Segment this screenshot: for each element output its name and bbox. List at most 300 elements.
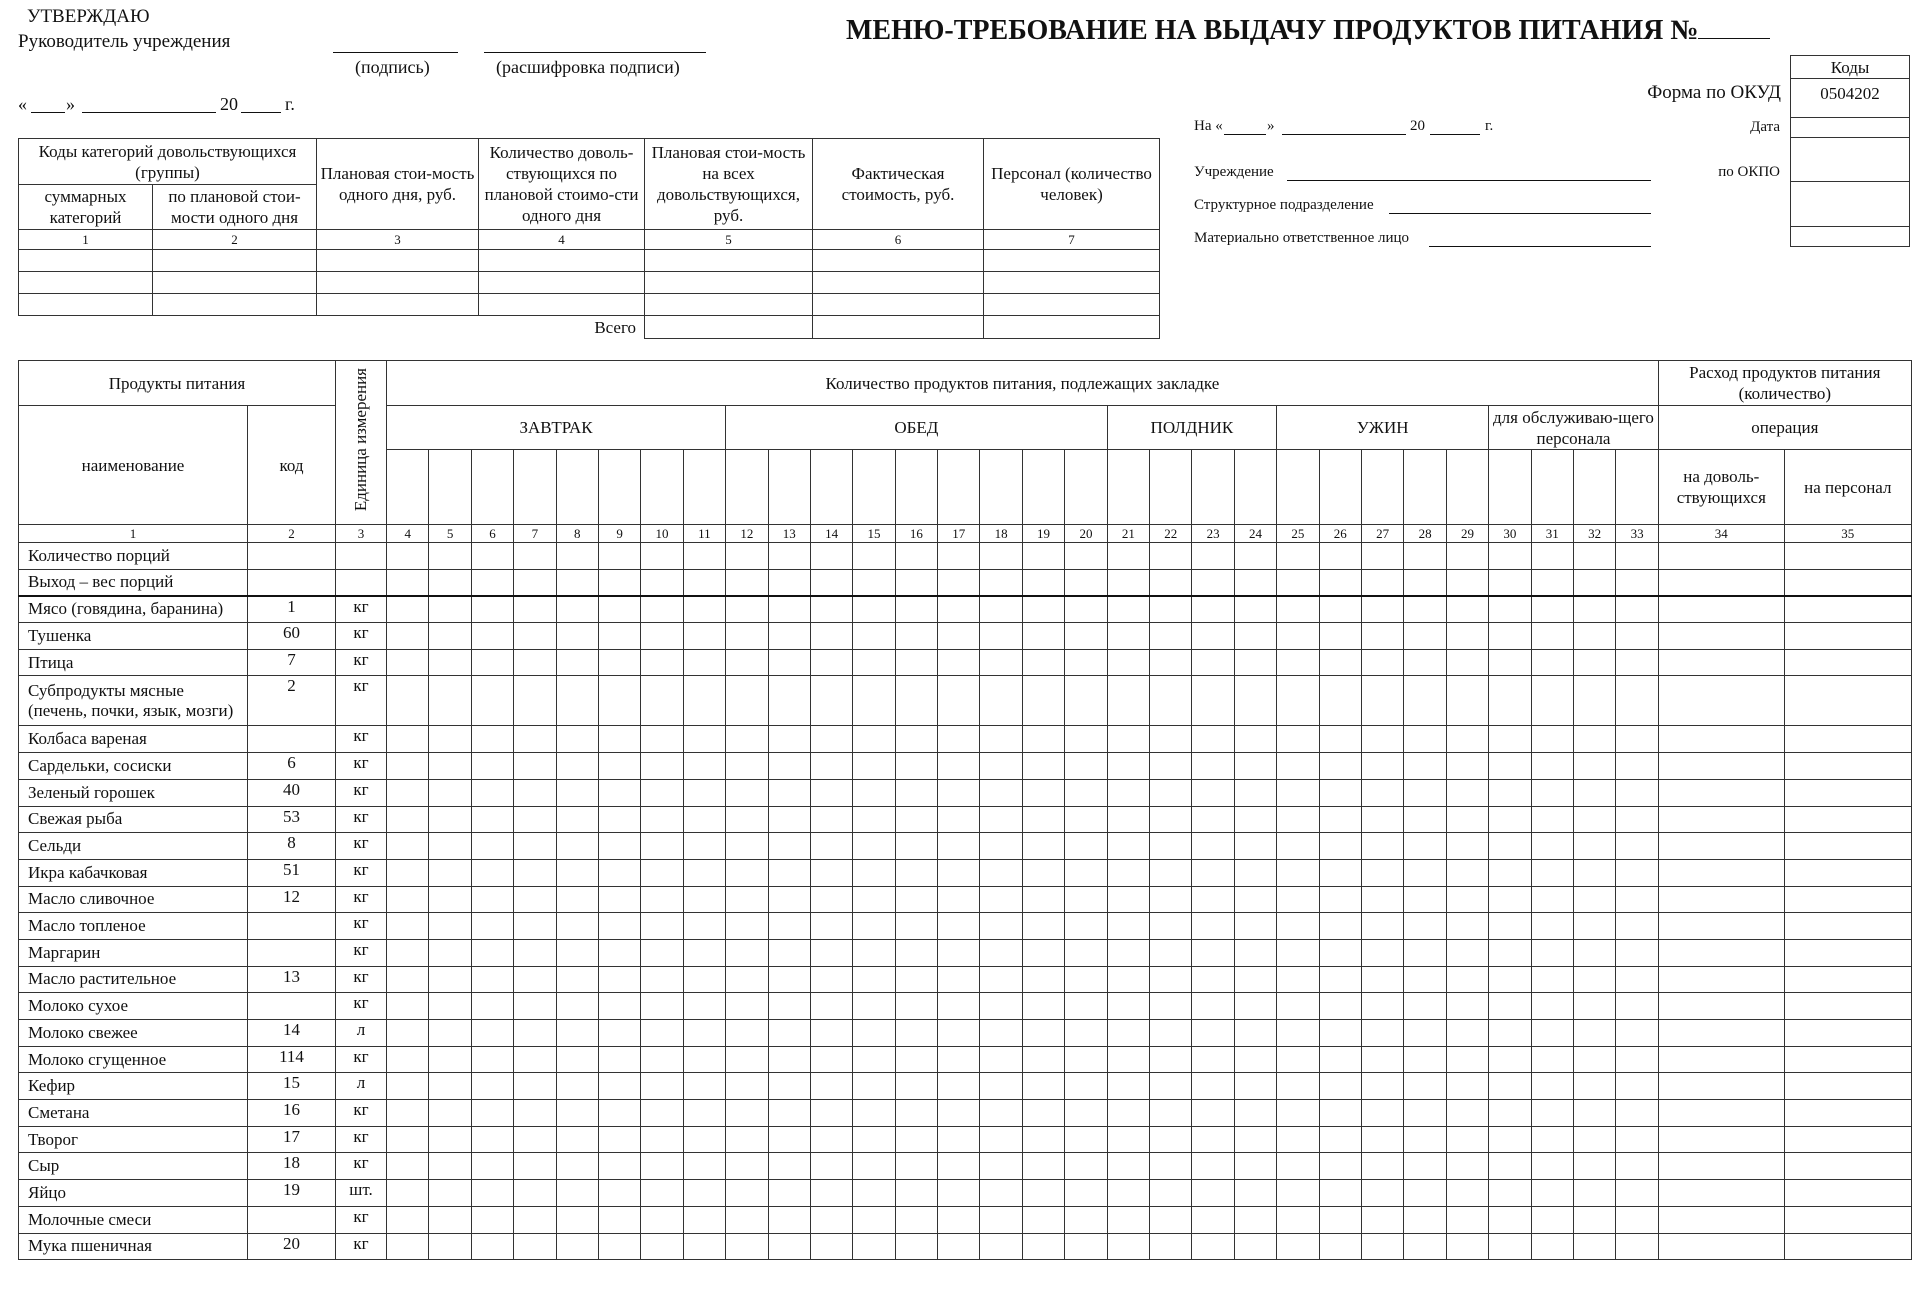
quantity-cell[interactable] [1446, 1233, 1488, 1260]
quantity-cell[interactable] [1107, 1046, 1149, 1073]
quantity-cell[interactable] [895, 1046, 937, 1073]
quantity-cell[interactable] [895, 1073, 937, 1100]
quantity-cell[interactable] [980, 913, 1022, 940]
quantity-cell[interactable] [429, 886, 471, 913]
quantity-cell[interactable] [598, 993, 640, 1020]
quantity-cell[interactable] [980, 833, 1022, 860]
quantity-cell[interactable] [556, 1126, 598, 1153]
quantity-cell[interactable] [1234, 966, 1276, 993]
quantity-cell[interactable] [1404, 726, 1446, 753]
quantity-cell[interactable] [726, 1233, 768, 1260]
quantity-cell[interactable] [1784, 1153, 1911, 1180]
quantity-cell[interactable] [853, 966, 895, 993]
quantity-cell[interactable] [810, 859, 852, 886]
quantity-cell[interactable] [429, 1073, 471, 1100]
quantity-cell[interactable] [1107, 859, 1149, 886]
quantity-cell[interactable] [1192, 833, 1234, 860]
quantity-cell[interactable] [810, 1073, 852, 1100]
quantity-cell[interactable] [938, 1153, 980, 1180]
quantity-cell[interactable] [641, 676, 683, 726]
quantity-cell[interactable] [1784, 1180, 1911, 1207]
quantity-cell[interactable] [1065, 1126, 1107, 1153]
quantity-cell[interactable] [938, 596, 980, 623]
quantity-cell[interactable] [1065, 886, 1107, 913]
info-cell[interactable] [813, 272, 984, 294]
quantity-cell[interactable] [683, 596, 725, 623]
quantity-cell[interactable] [1107, 623, 1149, 650]
quantity-cell[interactable] [598, 569, 640, 596]
quantity-cell[interactable] [1234, 726, 1276, 753]
quantity-cell[interactable] [1573, 1153, 1615, 1180]
quantity-cell[interactable] [1022, 649, 1064, 676]
quantity-cell[interactable] [429, 993, 471, 1020]
quantity-cell[interactable] [1022, 913, 1064, 940]
quantity-cell[interactable] [895, 726, 937, 753]
quantity-cell[interactable] [429, 1233, 471, 1260]
quantity-cell[interactable] [1022, 543, 1064, 570]
quantity-cell[interactable] [1107, 1206, 1149, 1233]
quantity-cell[interactable] [1404, 1180, 1446, 1207]
quantity-cell[interactable] [1531, 993, 1573, 1020]
quantity-cell[interactable] [1107, 939, 1149, 966]
quantity-cell[interactable] [1361, 859, 1403, 886]
quantity-cell[interactable] [1658, 623, 1784, 650]
quantity-cell[interactable] [768, 886, 810, 913]
meta-year-field[interactable] [1430, 134, 1480, 135]
quantity-cell[interactable] [429, 1153, 471, 1180]
quantity-cell[interactable] [556, 623, 598, 650]
quantity-cell[interactable] [1192, 1206, 1234, 1233]
quantity-cell[interactable] [768, 1206, 810, 1233]
quantity-cell[interactable] [895, 833, 937, 860]
quantity-cell[interactable] [1489, 886, 1531, 913]
quantity-cell[interactable] [514, 1100, 556, 1127]
quantity-cell[interactable] [768, 623, 810, 650]
quantity-cell[interactable] [1319, 1073, 1361, 1100]
quantity-cell[interactable] [1192, 1180, 1234, 1207]
quantity-cell[interactable] [1784, 833, 1911, 860]
quantity-cell[interactable] [1022, 596, 1064, 623]
quantity-cell[interactable] [1065, 966, 1107, 993]
quantity-cell[interactable] [1192, 596, 1234, 623]
info-cell[interactable] [984, 272, 1160, 294]
quantity-cell[interactable] [387, 753, 429, 780]
quantity-cell[interactable] [1150, 1046, 1192, 1073]
quantity-cell[interactable] [895, 859, 937, 886]
quantity-cell[interactable] [853, 1100, 895, 1127]
quantity-cell[interactable] [895, 569, 937, 596]
quantity-cell[interactable] [387, 543, 429, 570]
quantity-cell[interactable] [1404, 1020, 1446, 1047]
date-code-cell[interactable] [1791, 118, 1910, 138]
quantity-cell[interactable] [1446, 1020, 1488, 1047]
quantity-cell[interactable] [1022, 1233, 1064, 1260]
quantity-cell[interactable] [1489, 1020, 1531, 1047]
quantity-cell[interactable] [641, 1180, 683, 1207]
quantity-cell[interactable] [641, 1100, 683, 1127]
quantity-cell[interactable] [1361, 1020, 1403, 1047]
quantity-cell[interactable] [1150, 806, 1192, 833]
sub-column-header[interactable] [1150, 450, 1192, 525]
quantity-cell[interactable] [514, 1180, 556, 1207]
quantity-cell[interactable] [1277, 1073, 1319, 1100]
quantity-cell[interactable] [598, 753, 640, 780]
quantity-cell[interactable] [683, 966, 725, 993]
quantity-cell[interactable] [853, 596, 895, 623]
quantity-cell[interactable] [641, 1126, 683, 1153]
quantity-cell[interactable] [1319, 676, 1361, 726]
quantity-cell[interactable] [1573, 1073, 1615, 1100]
quantity-cell[interactable] [1616, 939, 1658, 966]
quantity-cell[interactable] [641, 569, 683, 596]
quantity-cell[interactable] [810, 993, 852, 1020]
quantity-cell[interactable] [514, 543, 556, 570]
quantity-cell[interactable] [1361, 806, 1403, 833]
quantity-cell[interactable] [514, 939, 556, 966]
quantity-cell[interactable] [387, 1126, 429, 1153]
quantity-cell[interactable] [1489, 913, 1531, 940]
quantity-cell[interactable] [853, 569, 895, 596]
quantity-cell[interactable] [1446, 913, 1488, 940]
quantity-cell[interactable] [726, 1180, 768, 1207]
quantity-cell[interactable] [1065, 939, 1107, 966]
quantity-cell[interactable] [1573, 806, 1615, 833]
quantity-cell[interactable] [938, 649, 980, 676]
sub-column-header[interactable] [1531, 450, 1573, 525]
quantity-cell[interactable] [1277, 779, 1319, 806]
quantity-cell[interactable] [1150, 859, 1192, 886]
quantity-cell[interactable] [1107, 543, 1149, 570]
quantity-cell[interactable] [1192, 726, 1234, 753]
quantity-cell[interactable] [1573, 649, 1615, 676]
quantity-cell[interactable] [1489, 753, 1531, 780]
quantity-cell[interactable] [387, 993, 429, 1020]
quantity-cell[interactable] [1319, 753, 1361, 780]
total-cell[interactable] [645, 316, 813, 339]
quantity-cell[interactable] [1616, 833, 1658, 860]
quantity-cell[interactable] [429, 913, 471, 940]
quantity-cell[interactable] [1107, 1126, 1149, 1153]
quantity-cell[interactable] [1150, 993, 1192, 1020]
quantity-cell[interactable] [1784, 806, 1911, 833]
quantity-cell[interactable] [768, 1180, 810, 1207]
quantity-cell[interactable] [1234, 649, 1276, 676]
quantity-cell[interactable] [1277, 1100, 1319, 1127]
quantity-cell[interactable] [938, 1073, 980, 1100]
quantity-cell[interactable] [1234, 1206, 1276, 1233]
quantity-cell[interactable] [1489, 833, 1531, 860]
quantity-cell[interactable] [1531, 1233, 1573, 1260]
sub-column-header[interactable] [726, 450, 768, 525]
quantity-cell[interactable] [471, 833, 513, 860]
sub-column-header[interactable] [1065, 450, 1107, 525]
quantity-cell[interactable] [1319, 543, 1361, 570]
quantity-cell[interactable] [1446, 649, 1488, 676]
quantity-cell[interactable] [1065, 676, 1107, 726]
quantity-cell[interactable] [853, 806, 895, 833]
quantity-cell[interactable] [1446, 753, 1488, 780]
quantity-cell[interactable] [1361, 1206, 1403, 1233]
sub-column-header[interactable] [556, 450, 598, 525]
quantity-cell[interactable] [556, 913, 598, 940]
quantity-cell[interactable] [387, 1180, 429, 1207]
quantity-cell[interactable] [1022, 833, 1064, 860]
quantity-cell[interactable] [1150, 1233, 1192, 1260]
quantity-cell[interactable] [1277, 993, 1319, 1020]
quantity-cell[interactable] [853, 1180, 895, 1207]
quantity-cell[interactable] [853, 833, 895, 860]
quantity-cell[interactable] [1784, 1126, 1911, 1153]
quantity-cell[interactable] [1277, 623, 1319, 650]
quantity-cell[interactable] [1277, 886, 1319, 913]
quantity-cell[interactable] [683, 726, 725, 753]
quantity-cell[interactable] [810, 569, 852, 596]
quantity-cell[interactable] [1658, 886, 1784, 913]
quantity-cell[interactable] [387, 1100, 429, 1127]
quantity-cell[interactable] [1234, 859, 1276, 886]
quantity-cell[interactable] [726, 649, 768, 676]
quantity-cell[interactable] [1192, 913, 1234, 940]
quantity-cell[interactable] [1616, 1126, 1658, 1153]
quantity-cell[interactable] [1404, 1046, 1446, 1073]
quantity-cell[interactable] [683, 649, 725, 676]
quantity-cell[interactable] [1361, 543, 1403, 570]
quantity-cell[interactable] [1573, 1020, 1615, 1047]
quantity-cell[interactable] [980, 1100, 1022, 1127]
quantity-cell[interactable] [1107, 1073, 1149, 1100]
quantity-cell[interactable] [810, 913, 852, 940]
quantity-cell[interactable] [1784, 596, 1911, 623]
quantity-cell[interactable] [726, 1073, 768, 1100]
quantity-cell[interactable] [1107, 886, 1149, 913]
quantity-cell[interactable] [726, 993, 768, 1020]
quantity-cell[interactable] [1065, 833, 1107, 860]
quantity-cell[interactable] [1234, 1126, 1276, 1153]
quantity-cell[interactable] [810, 886, 852, 913]
quantity-cell[interactable] [683, 1180, 725, 1207]
quantity-cell[interactable] [1404, 623, 1446, 650]
quantity-cell[interactable] [1319, 859, 1361, 886]
quantity-cell[interactable] [1065, 543, 1107, 570]
quantity-cell[interactable] [1531, 833, 1573, 860]
quantity-cell[interactable] [726, 1126, 768, 1153]
quantity-cell[interactable] [938, 1206, 980, 1233]
quantity-cell[interactable] [1404, 886, 1446, 913]
quantity-cell[interactable] [598, 623, 640, 650]
quantity-cell[interactable] [556, 886, 598, 913]
quantity-cell[interactable] [895, 993, 937, 1020]
quantity-cell[interactable] [514, 1206, 556, 1233]
quantity-cell[interactable] [726, 726, 768, 753]
approval-year-field[interactable] [241, 112, 281, 113]
sub-column-header[interactable] [980, 450, 1022, 525]
quantity-cell[interactable] [980, 726, 1022, 753]
quantity-cell[interactable] [1784, 623, 1911, 650]
quantity-cell[interactable] [853, 1020, 895, 1047]
quantity-cell[interactable] [1234, 1100, 1276, 1127]
quantity-cell[interactable] [1022, 1020, 1064, 1047]
quantity-cell[interactable] [1277, 1206, 1319, 1233]
quantity-cell[interactable] [429, 676, 471, 726]
quantity-cell[interactable] [1404, 859, 1446, 886]
quantity-cell[interactable] [556, 649, 598, 676]
sub-column-header[interactable] [683, 450, 725, 525]
quantity-cell[interactable] [429, 596, 471, 623]
quantity-cell[interactable] [1573, 966, 1615, 993]
quantity-cell[interactable] [1404, 543, 1446, 570]
quantity-cell[interactable] [1658, 1206, 1784, 1233]
quantity-cell[interactable] [683, 859, 725, 886]
quantity-cell[interactable] [1234, 543, 1276, 570]
quantity-cell[interactable] [1446, 596, 1488, 623]
quantity-cell[interactable] [938, 859, 980, 886]
quantity-cell[interactable] [726, 623, 768, 650]
quantity-cell[interactable] [1784, 779, 1911, 806]
quantity-cell[interactable] [1784, 1100, 1911, 1127]
quantity-cell[interactable] [980, 779, 1022, 806]
quantity-cell[interactable] [387, 939, 429, 966]
quantity-cell[interactable] [1022, 676, 1064, 726]
quantity-cell[interactable] [1573, 1100, 1615, 1127]
info-cell[interactable] [813, 250, 984, 272]
quantity-cell[interactable] [1784, 753, 1911, 780]
quantity-cell[interactable] [1658, 649, 1784, 676]
quantity-cell[interactable] [556, 569, 598, 596]
quantity-cell[interactable] [556, 1100, 598, 1127]
quantity-cell[interactable] [938, 543, 980, 570]
quantity-cell[interactable] [938, 1233, 980, 1260]
quantity-cell[interactable] [1616, 1100, 1658, 1127]
quantity-cell[interactable] [810, 753, 852, 780]
quantity-cell[interactable] [1065, 1233, 1107, 1260]
quantity-cell[interactable] [471, 649, 513, 676]
quantity-cell[interactable] [1361, 596, 1403, 623]
quantity-cell[interactable] [471, 1020, 513, 1047]
quantity-cell[interactable] [1022, 1206, 1064, 1233]
quantity-cell[interactable] [895, 623, 937, 650]
quantity-cell[interactable] [1446, 1073, 1488, 1100]
quantity-cell[interactable] [387, 623, 429, 650]
quantity-cell[interactable] [387, 1206, 429, 1233]
quantity-cell[interactable] [1404, 966, 1446, 993]
quantity-cell[interactable] [810, 966, 852, 993]
quantity-cell[interactable] [1573, 753, 1615, 780]
quantity-cell[interactable] [1531, 1100, 1573, 1127]
quantity-cell[interactable] [1065, 1153, 1107, 1180]
quantity-cell[interactable] [598, 1073, 640, 1100]
quantity-cell[interactable] [556, 1020, 598, 1047]
quantity-cell[interactable] [429, 543, 471, 570]
quantity-cell[interactable] [1616, 726, 1658, 753]
quantity-cell[interactable] [598, 649, 640, 676]
quantity-cell[interactable] [853, 1126, 895, 1153]
sub-column-header[interactable] [1319, 450, 1361, 525]
quantity-cell[interactable] [471, 596, 513, 623]
quantity-cell[interactable] [683, 939, 725, 966]
quantity-cell[interactable] [1489, 596, 1531, 623]
quantity-cell[interactable] [980, 753, 1022, 780]
quantity-cell[interactable] [1277, 1180, 1319, 1207]
quantity-cell[interactable] [1107, 806, 1149, 833]
quantity-cell[interactable] [1658, 1020, 1784, 1047]
quantity-cell[interactable] [429, 753, 471, 780]
quantity-cell[interactable] [1022, 859, 1064, 886]
quantity-cell[interactable] [1573, 1046, 1615, 1073]
quantity-cell[interactable] [387, 913, 429, 940]
quantity-cell[interactable] [1234, 676, 1276, 726]
quantity-cell[interactable] [1531, 966, 1573, 993]
quantity-cell[interactable] [1573, 569, 1615, 596]
quantity-cell[interactable] [1573, 886, 1615, 913]
quantity-cell[interactable] [1192, 1020, 1234, 1047]
quantity-cell[interactable] [1361, 1073, 1403, 1100]
quantity-cell[interactable] [810, 1046, 852, 1073]
quantity-cell[interactable] [514, 676, 556, 726]
quantity-cell[interactable] [641, 886, 683, 913]
quantity-cell[interactable] [895, 779, 937, 806]
quantity-cell[interactable] [1531, 1206, 1573, 1233]
code-cell-extra-2[interactable] [1791, 227, 1910, 247]
quantity-cell[interactable] [768, 1153, 810, 1180]
quantity-cell[interactable] [1573, 676, 1615, 726]
quantity-cell[interactable] [938, 726, 980, 753]
approval-day-field[interactable] [31, 112, 65, 113]
quantity-cell[interactable] [1489, 1180, 1531, 1207]
quantity-cell[interactable] [726, 806, 768, 833]
quantity-cell[interactable] [1107, 1180, 1149, 1207]
quantity-cell[interactable] [1573, 859, 1615, 886]
sub-column-header[interactable] [1446, 450, 1488, 525]
quantity-cell[interactable] [387, 596, 429, 623]
quantity-cell[interactable] [387, 1153, 429, 1180]
quantity-cell[interactable] [853, 1046, 895, 1073]
quantity-cell[interactable] [1573, 1126, 1615, 1153]
quantity-cell[interactable] [429, 833, 471, 860]
signature-decode-line[interactable] [484, 52, 706, 53]
quantity-cell[interactable] [1531, 806, 1573, 833]
quantity-cell[interactable] [1319, 966, 1361, 993]
quantity-cell[interactable] [429, 966, 471, 993]
sub-column-header[interactable] [1107, 450, 1149, 525]
quantity-cell[interactable] [683, 676, 725, 726]
quantity-cell[interactable] [980, 806, 1022, 833]
quantity-cell[interactable] [1361, 779, 1403, 806]
quantity-cell[interactable] [726, 913, 768, 940]
quantity-cell[interactable] [810, 1180, 852, 1207]
sub-column-header[interactable] [429, 450, 471, 525]
quantity-cell[interactable] [1361, 1233, 1403, 1260]
quantity-cell[interactable] [1361, 649, 1403, 676]
quantity-cell[interactable] [514, 1020, 556, 1047]
quantity-cell[interactable] [1234, 596, 1276, 623]
quantity-cell[interactable] [1404, 913, 1446, 940]
quantity-cell[interactable] [1784, 676, 1911, 726]
quantity-cell[interactable] [1489, 649, 1531, 676]
quantity-cell[interactable] [1022, 1180, 1064, 1207]
quantity-cell[interactable] [1319, 596, 1361, 623]
quantity-cell[interactable] [683, 1020, 725, 1047]
quantity-cell[interactable] [1192, 676, 1234, 726]
quantity-cell[interactable] [641, 1233, 683, 1260]
quantity-cell[interactable] [556, 1153, 598, 1180]
quantity-cell[interactable] [1616, 1180, 1658, 1207]
quantity-cell[interactable] [1573, 726, 1615, 753]
quantity-cell[interactable] [598, 1100, 640, 1127]
quantity-cell[interactable] [726, 833, 768, 860]
quantity-cell[interactable] [980, 676, 1022, 726]
quantity-cell[interactable] [768, 833, 810, 860]
quantity-cell[interactable] [471, 939, 513, 966]
